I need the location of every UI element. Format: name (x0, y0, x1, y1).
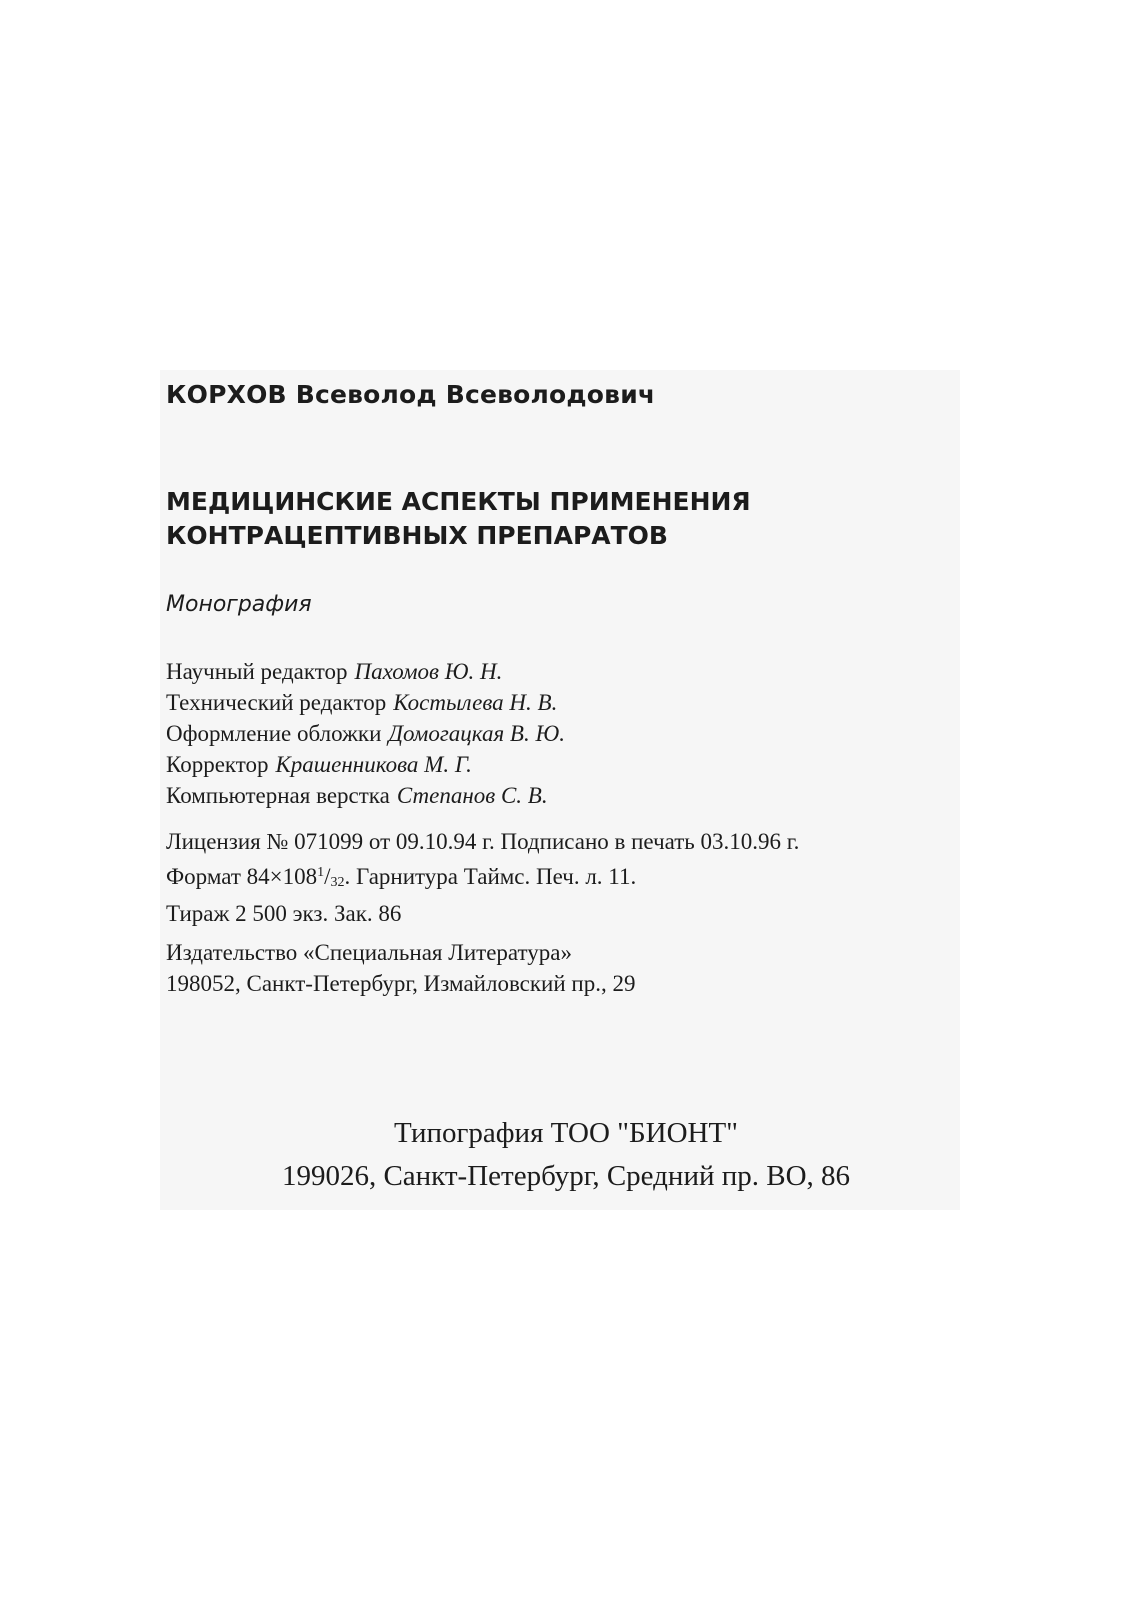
format-sub: 32 (330, 875, 345, 890)
author-name: КОРХОВ Всеволод Всеволодович (166, 380, 656, 409)
circulation-line: Тираж 2 500 экз. Зак. 86 (166, 901, 402, 926)
credit-row (166, 687, 565, 718)
publisher-name: Издательство «Специальная Литература» (166, 940, 572, 965)
format-prefix: Формат 84×108 (166, 864, 318, 889)
format-line: Формат $84\times 108^1/_{32}$. Гарнитура Таймс. Печ. л. 11. (166, 864, 637, 890)
credit-person: Крашенникова М. Г. (275, 752, 472, 777)
book-title-line-1: МЕДИЦИНСКИЕ АСПЕКТЫ ПРИМЕНЕНИЯ (166, 487, 751, 516)
credit-role: Корректор (166, 752, 269, 777)
book-title (166, 485, 751, 553)
credit-role: Научный редактор (166, 659, 348, 684)
credit-row (166, 749, 565, 780)
printing-house (0, 1112, 1132, 1198)
print-info (166, 826, 799, 929)
format-suffix: . Гарнитура Таймс. Печ. л. 11. (344, 864, 637, 889)
book-genre: Монография (166, 592, 312, 617)
credits-list (166, 656, 565, 811)
credit-row (166, 718, 565, 749)
credit-person: Костылева Н. В. (393, 690, 558, 715)
credit-person: Домогацкая В. Ю. (388, 721, 565, 746)
format-sup: 1 (317, 865, 325, 880)
credit-row (166, 656, 565, 687)
credit-row (166, 780, 565, 811)
license-line: Лицензия № 071099 от 09.10.94 г. Подписано в печать 03.10.96 г. (166, 829, 800, 854)
printing-house-name: Типография ТОО "БИОНТ" (393, 1117, 739, 1149)
printing-house-address: 199026, Санкт-Петербург, Средний пр. ВО, 86 (281, 1160, 851, 1192)
book-title-line-2: КОНТРАЦЕПТИВНЫХ ПРЕПАРАТОВ (166, 521, 668, 550)
publisher-info (166, 937, 635, 999)
credit-role: Технический редактор (166, 690, 387, 715)
credit-person: Пахомов Ю. Н. (354, 659, 503, 684)
credit-person: Степанов С. В. (396, 783, 548, 808)
credit-role: Компьютерная верстка (166, 783, 390, 808)
publisher-address: 198052, Санкт-Петербург, Измайловский пр., 29 (166, 971, 636, 996)
credit-role: Оформление обложки (166, 721, 382, 746)
